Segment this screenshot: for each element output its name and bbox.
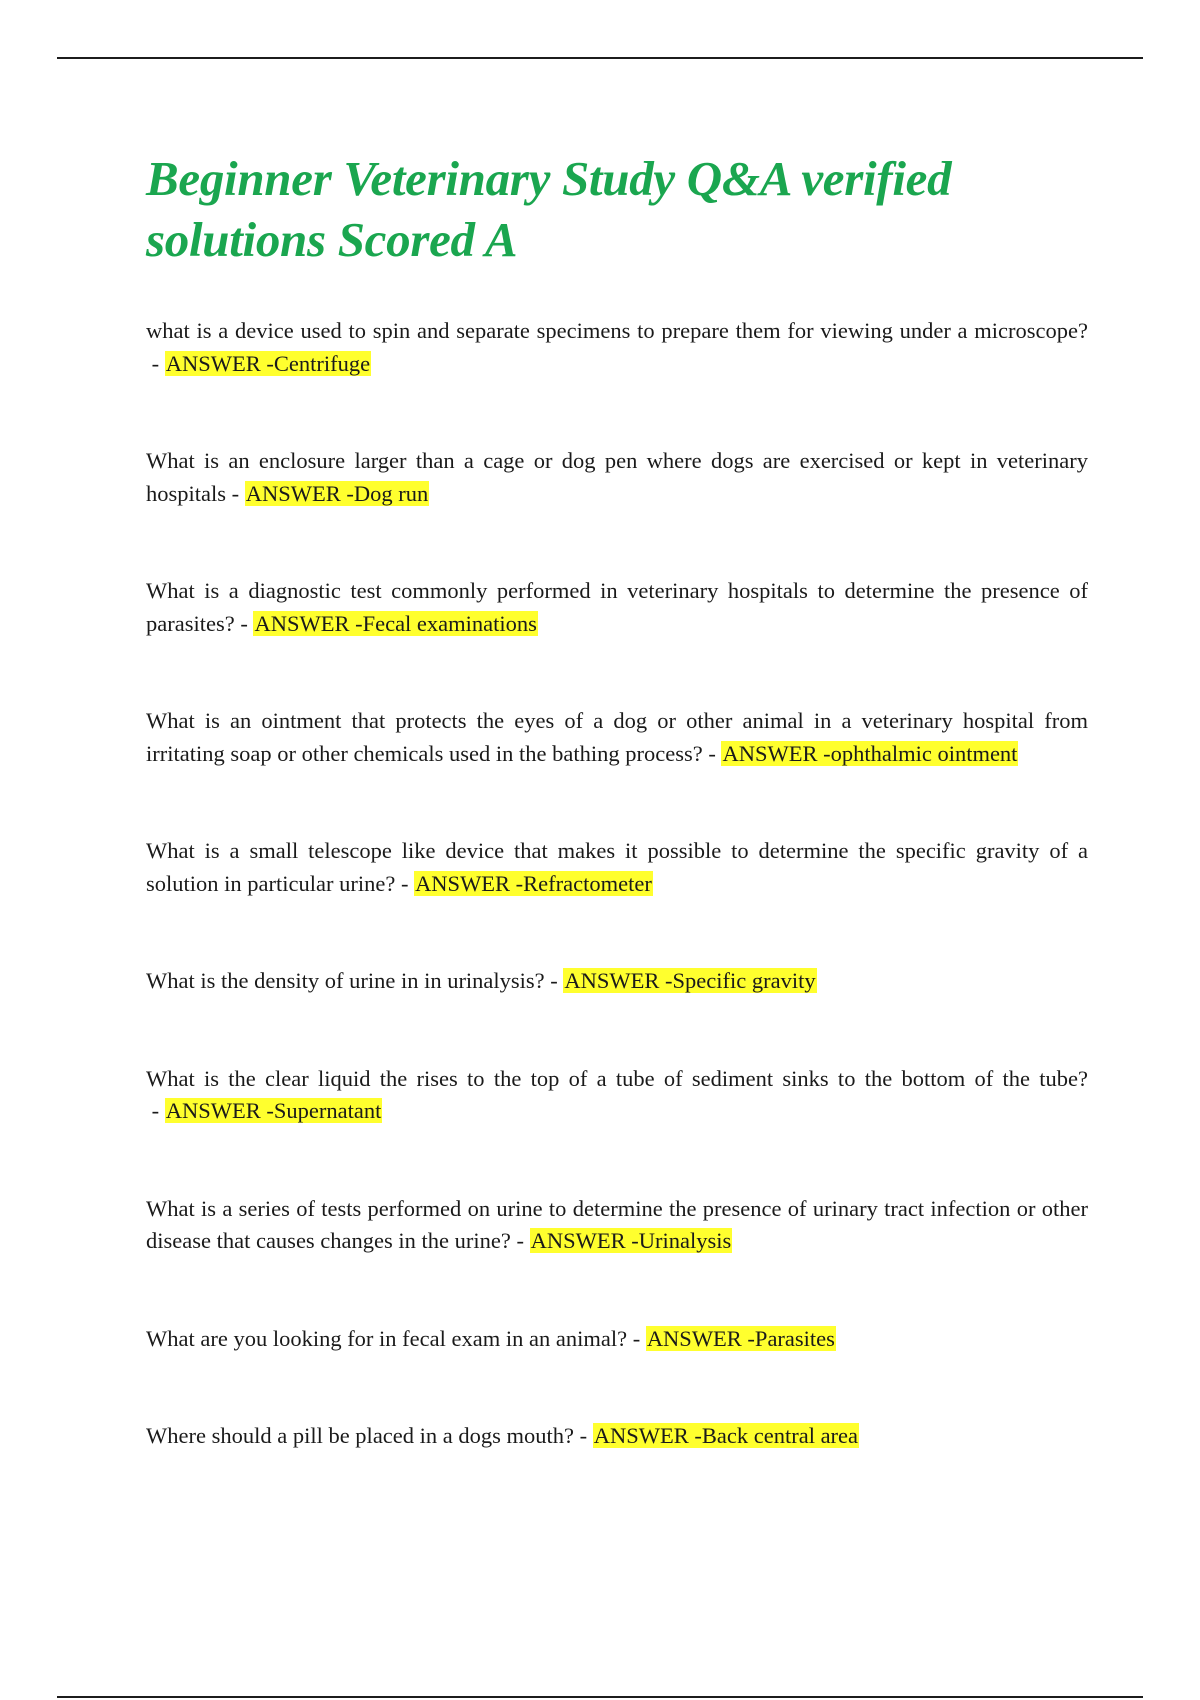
qa-item: What is the density of urine in in urinalysis? - ANSWER -Specific gravity (146, 968, 816, 993)
answer-highlight: ANSWER -Parasites (646, 1325, 835, 1351)
document-body (146, 148, 1088, 1518)
answer-highlight: ANSWER -Centrifuge (165, 350, 371, 376)
answer-highlight: ANSWER -ophthalmic ointment (722, 740, 1018, 766)
qa-list (146, 315, 1088, 1453)
qa-item: What are you looking for in fecal exam in an animal? - ANSWER -Parasites (146, 1325, 835, 1351)
qa-item: What is a series of tests performed on urine to determine the presence of urinary tract infection or other disease that causes changes in the urine? - ANSWER -Urinalysis (146, 1195, 1088, 1253)
top-rule (57, 57, 1143, 59)
document-title: Beginner Veterinary Study Q&A verified solutions Scored A (146, 151, 952, 267)
qa-item: What is a diagnostic test commonly performed in veterinary hospitals to determine the presence of parasites? - ANSWER -Fecal examinations (146, 578, 1088, 636)
question-text: What is a series of tests performed on urine to determine the presence of urinary tract infection or other disease that causes changes in the urine? (146, 1195, 1088, 1253)
question-text: What is the density of urine in in urinalysis? (146, 968, 545, 993)
question-text: What is the clear liquid the rises to the top of a tube of sediment sinks to the bottom of the tube? (146, 1065, 1088, 1091)
question-text: What is an enclosure larger than a cage or dog pen where dogs are exercised or kept in veterinary hospitals (146, 448, 1088, 506)
qa-item: What is an enclosure larger than a cage or dog pen where dogs are exercised or kept in veterinary hospitals - ANSWER -Dog run (146, 448, 1088, 506)
question-text: Where should a pill be placed in a dogs mouth? (146, 1423, 575, 1448)
question-text: What are you looking for in fecal exam in an animal? (146, 1325, 628, 1351)
answer-highlight: ANSWER -Back central area (593, 1423, 859, 1448)
question-text: What is a diagnostic test commonly performed in veterinary hospitals to determine the presence of parasites? (146, 578, 1088, 636)
qa-item: Where should a pill be placed in a dogs mouth? - ANSWER -Back central area (146, 1423, 859, 1448)
answer-highlight: ANSWER -Supernatant (165, 1098, 382, 1123)
qa-item: what is a device used to spin and separate specimens to prepare them for viewing under a microscope? - ANSWER -Centrifuge (146, 318, 1088, 376)
answer-highlight: ANSWER -Urinalysis (530, 1228, 732, 1253)
bottom-rule (57, 1696, 1143, 1698)
qa-item: What is an ointment that protects the eyes of a dog or other animal in a veterinary hospital from irritating soap or other chemicals used in the bathing process? - ANSWER -ophthalmic ointment (146, 708, 1088, 766)
answer-highlight: ANSWER -Fecal examinations (254, 610, 537, 636)
answer-highlight: ANSWER -Refractometer (415, 870, 652, 896)
answer-highlight: ANSWER -Specific gravity (564, 968, 816, 993)
qa-item: What is a small telescope like device that makes it possible to determine the specific gravity of a solution in particular urine? - ANSWER -Refractometer (146, 838, 1088, 896)
question-text: What is an ointment that protects the eyes of a dog or other animal in a veterinary hospital from irritating soap or other chemicals used in the bathing process? (146, 708, 1088, 766)
answer-highlight: ANSWER -Dog run (245, 480, 429, 506)
question-text: what is a device used to spin and separate specimens to prepare them for viewing under a microscope? (146, 318, 1088, 343)
question-text: What is a small telescope like device that makes it possible to determine the specific gravity of a solution in particular urine? (146, 838, 1088, 896)
qa-item: What is the clear liquid the rises to the top of a tube of sediment sinks to the bottom of the tube? - ANSWER -Supernatant (146, 1065, 1088, 1123)
